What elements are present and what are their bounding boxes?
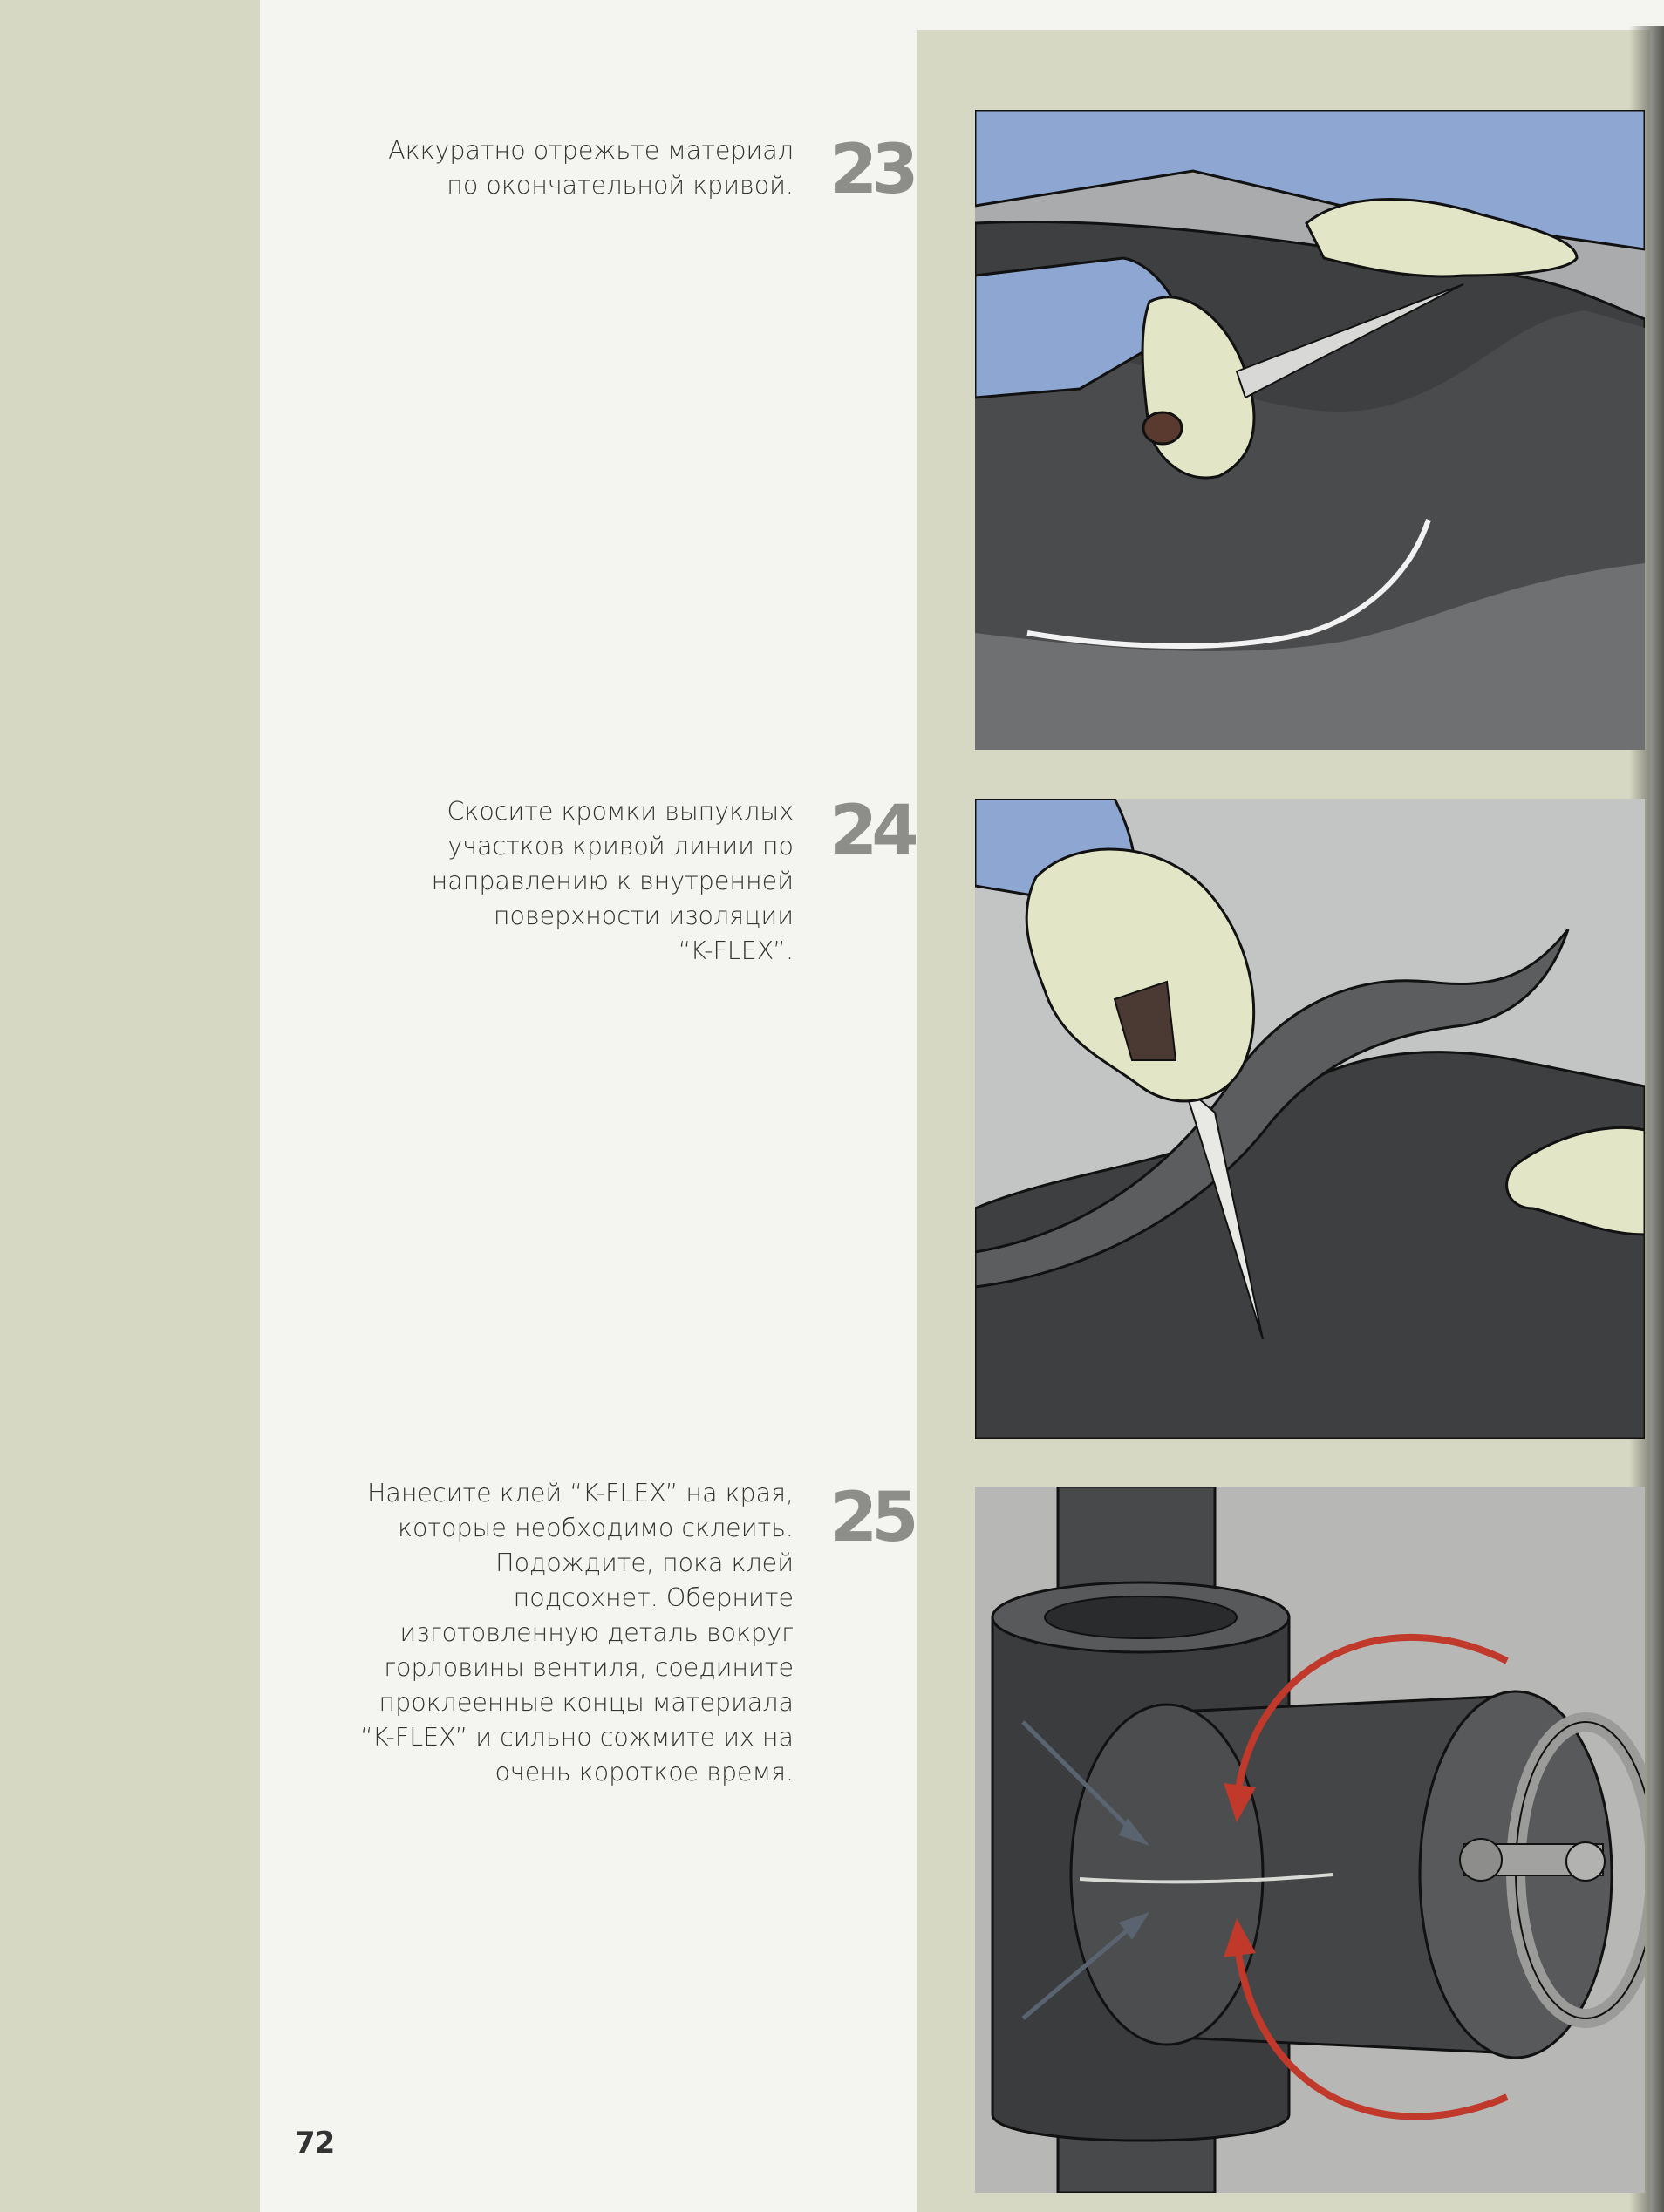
- step-24-line: направлению к внутренней: [431, 867, 794, 895]
- step-23-number: 23: [830, 131, 913, 209]
- step-25-illustration: [975, 1487, 1645, 2193]
- step-25-line: “K-FLEX” и сильно сожмите их на: [359, 1723, 794, 1752]
- page-number: 72: [295, 2126, 335, 2161]
- step-23-line: по окончательной кривой.: [447, 171, 794, 200]
- left-margin-band: [0, 0, 260, 2212]
- step-25-text: [340, 1476, 794, 1790]
- step-25-line: Подождите, пока клей: [495, 1548, 794, 1577]
- step-23-illustration: [975, 110, 1645, 750]
- step-24-line: поверхности изоляции: [493, 902, 794, 930]
- step-25-line: горловины вентиля, соедините: [384, 1653, 794, 1682]
- step-24-line: участков кривой линии по: [447, 832, 794, 861]
- step-25-line: очень короткое время.: [494, 1758, 794, 1787]
- step-25-line: Нанесите клей “K-FLEX” на края,: [366, 1479, 794, 1508]
- step-24-number: 24: [830, 792, 913, 870]
- step-23-text: [340, 133, 794, 203]
- step-24-line: Скосите кромки выпуклых: [447, 797, 794, 826]
- step-24-line: “K-FLEX”.: [678, 936, 794, 965]
- step-25-number: 25: [830, 1479, 913, 1557]
- step-25-line: которые необходимо склеить.: [398, 1514, 794, 1542]
- step-25-line: изготовленную деталь вокруг: [399, 1618, 794, 1647]
- step-24-text: [340, 794, 794, 969]
- step-25-line: проклеенные концы материала: [378, 1688, 794, 1717]
- step-23-line: Аккуратно отрежьте материал: [388, 136, 794, 165]
- step-25-line: подсохнет. Оберните: [513, 1583, 794, 1612]
- step-24-illustration: [975, 799, 1645, 1439]
